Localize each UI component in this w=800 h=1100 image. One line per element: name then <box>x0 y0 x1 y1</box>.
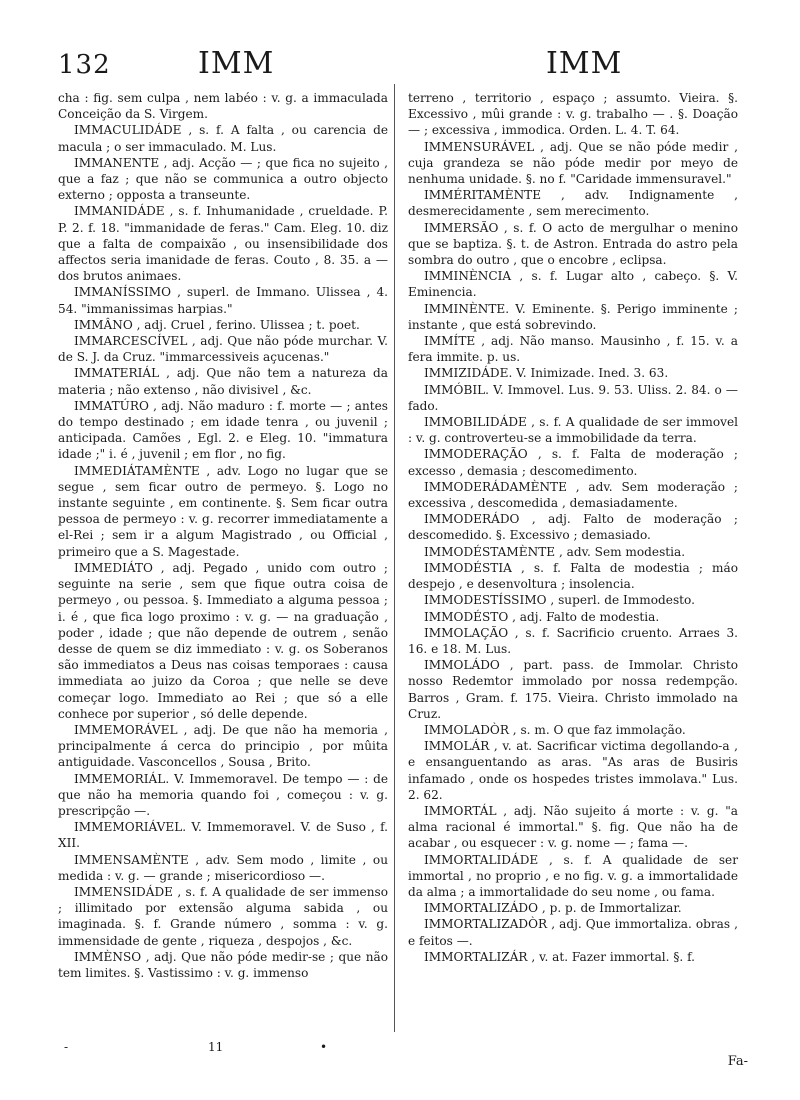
dictionary-entry: IMMORTALIDÁDE , s. f. A qualidade de ser immortal , no proprio , e no fig. v. g. a immortalidade da alma ; a immortalidade do seu nome , ou fama. <box>408 852 738 899</box>
dictionary-entry: IMMARCESCÍVEL , adj. Que não póde murchar. V. de S. J. da Cruz. "immarcessiveis açucenas." <box>58 334 388 365</box>
dictionary-entry: IMMOLÁR , v. at. Sacrificar victima degollando-a , e ensanguentando as aras. "As aras de Busiris infamado , onde os hospedes tristes immolava." Lus. 2. 62. <box>408 739 738 802</box>
dictionary-entry: IMMODÉSTAMÈNTE , adv. Sem modestia. <box>424 544 686 559</box>
page-number: 132 <box>58 50 111 80</box>
dictionary-entry: IMMODÉSTIA , s. f. Falta de modestia ; máo despejo , e desenvoltura ; insolencia. <box>408 560 738 592</box>
dictionary-entry: IMMATÚRO , adj. Não maduro : f. morte — ; antes do tempo destinado ; em idade tenra , ou juvenil ; anticipada. Camões , Egl. 2. e Eleg. 10. "immatura idade ;" i. é , juvenil ; em flor , no fig. <box>58 398 388 462</box>
right-column <box>408 90 738 965</box>
dictionary-entry: IMMODÉSTO , adj. Falto de modestia. <box>424 609 660 624</box>
dictionary-entry: IMMOLÁDO , part. pass. de Immolar. Christo nosso Redemtor immolado por nossa redempção. Barros , Gram. f. 175. Vieira. Christo immolado na Cruz. <box>408 658 738 721</box>
dictionary-entry: IMMORTALIZÁDO , p. p. de Immortalizar. <box>424 901 682 916</box>
dictionary-entry: IMMATERIÁL , adj. Que não tem a natureza da materia ; não extenso , não divisivel , &c. <box>58 366 388 397</box>
dictionary-entry: IMMENSIDÁDE , s. f. A qualidade de ser immenso ; illimitado por extensão alguma sabida , ou imaginada. §. f. Grande número , somma : v. g. immensidade de gente , riqueza , despojos , &c. <box>58 884 388 948</box>
catchword: Fa- <box>727 1054 748 1069</box>
dictionary-entry: IMMÈNSO , adj. Que não póde medir-se ; que não tem limites. §. Vastissimo : v. g. immenso <box>58 949 388 980</box>
dictionary-entry: IMMODERÁDAMÈNTE , adv. Sem moderação ; excessiva , descomedida , demasiadamente. <box>408 479 738 511</box>
dictionary-entry: IMMOBILIDÁDE , s. f. A qualidade de ser immovel : v. g. controverteu-se a immobilidade da terra. <box>408 415 738 446</box>
column-divider <box>394 84 395 1032</box>
dictionary-entry: IMMIZIDÁDE. V. Inimizade. Ined. 3. 63. <box>424 366 669 381</box>
dictionary-entry: IMMÂNO , adj. Cruel , ferino. Ulissea ; t. poet. <box>74 317 360 332</box>
dictionary-entry: IMMANENTE , adj. Acção — ; que fica no sujeito , que a faz ; que não se communica a outro objecto externo ; opposta a transeunte. <box>58 155 388 203</box>
dictionary-entry: IMMODESTÍSSIMO , superl. de Immodesto. <box>424 593 695 608</box>
dictionary-entry: IMMEMORÁVEL , adj. De que não ha memoria , principalmente á cerca do principio , por mûita antiguidade. Vasconcellos , Sousa , Brito. <box>58 722 388 770</box>
dictionary-entry: IMMEDIÁTO , adj. Pegado , unido com outro ; seguinte na serie , sem que fique outra coisa de permeyo , ou pessoa. §. Immediato a alguma pessoa ; i. é , que fica logo proximo : v. g. — na graduação , poder , idade ; que não depende de outrem , senão desse de quem se diz immediato : v. g. os Soberanos são immediatos a Deus nas coisas temporaes : causa immediata ao juizo da Coroa ; que nelle se deve começar logo. Immediato ao Rei ; que só a elle conhece por superior , só delle depende. <box>58 560 388 721</box>
running-head-left: IMM <box>198 46 275 81</box>
dictionary-entry: IMMEMORIÁVEL. V. Immemoravel. V. de Suso , f. XII. <box>58 820 388 851</box>
dictionary-entry: IMMORTALIZADÒR , adj. Que immortaliza. obras , e feitos —. <box>408 917 738 948</box>
dictionary-entry: IMMOLAÇÃO , s. f. Sacrificio cruento. Arraes 3. 16. e 18. M. Lus. <box>408 625 738 656</box>
dictionary-entry: IMMÍTE , adj. Não manso. Mausinho , f. 15. v. a fera immite. p. us. <box>408 334 738 365</box>
dictionary-entry: IMMEMORIÁL. V. Immemoravel. De tempo — : de que não ha memoria quando foi , começou : v. g. prescripção —. <box>58 771 388 818</box>
dictionary-entry: IMMEDIÁTAMÈNTE , adv. Logo no lugar que se segue , sem ficar outro de permeyo. §. Logo no instante seguinte , em continente. §. Sem ficar outra pessoa de permeyo : v. g. recorrer immediatamente a el-Rei ; sem ir a algum Magistrado , ou Official , primeiro que a S. Magestade. <box>58 463 388 559</box>
dictionary-entry: terreno , territorio , espaço ; assumto. Vieira. §. Excessivo , mûi grande : v. g. trabalho — . §. Doação — ; excessiva , immodica. Orden. L. 4. T. 64. <box>408 91 738 138</box>
dictionary-entry: cha : fig. sem culpa , nem labéo : v. g. a immaculada Conceição da S. Virgem. <box>58 91 388 122</box>
dictionary-entry: IMMORTÁL , adj. Não sujeito á morte : v. g. "a alma racional é immortal." §. fig. Que não ha de acabar , ou esquecer : v. g. nome — ; fama —. <box>408 803 738 851</box>
footer-dot: • <box>320 1040 328 1054</box>
dictionary-entry: IMMENSURÁVEL , adj. Que se não póde medir , cuja grandeza se não póde medir por meyo de nenhuma unidade. §. no f. "Caridade immensuravel." <box>408 139 738 187</box>
footer-mark: - <box>64 1040 69 1054</box>
dictionary-entry: IMMINÈNTE. V. Eminente. §. Perigo imminente ; instante , que está sobrevindo. <box>408 301 738 332</box>
dictionary-entry: IMMÉRITAMÈNTE , adv. Indignamente , desmerecidamente , sem merecimento. <box>408 188 738 219</box>
dictionary-entry: IMMOLADÒR , s. m. O que faz immolação. <box>424 722 686 737</box>
running-head-right: IMM <box>546 46 623 81</box>
dictionary-entry: IMMÓBIL. V. Immovel. Lus. 9. 53. Uliss. 2. 84. o — fado. <box>408 382 738 413</box>
dictionary-entry: IMMANIDÁDE , s. f. Inhumanidade , crueldade. P. P. 2. f. 18. "immanidade de feras." Cam. Eleg. 10. diz que a falta de compaixão , ou insensibilidade dos affectos seria imanidade de feras. Couto , 8. 35. a — dos brutos animaes. <box>58 204 388 284</box>
dictionary-entry: IMMINÈNCIA , s. f. Lugar alto , cabeço. §. V. Eminencia. <box>408 269 738 300</box>
dictionary-entry: IMMERSÃO , s. f. O acto de mergulhar o menino que se baptiza. §. t. de Astron. Entrada do astro pela sombra do outro , que o encobre , eclipsa. <box>408 220 738 268</box>
dictionary-entry: IMMORTALIZÁR , v. at. Fazer immortal. §. f. <box>424 949 695 964</box>
page-footer <box>58 1036 748 1076</box>
page-header <box>58 42 748 82</box>
signature-mark: 11 <box>208 1040 224 1054</box>
dictionary-entry: IMMANÍSSIMO , superl. de Immano. Ulissea , 4. 54. "immanissimas harpias." <box>58 285 388 316</box>
dictionary-entry: IMMENSAMÈNTE , adv. Sem modo , limite , ou medida : v. g. — grande ; misericordioso —. <box>58 852 388 883</box>
left-column <box>58 90 388 981</box>
dictionary-entry: IMMODERAÇÃO , s. f. Falta de moderação ; excesso , demasia ; descomedimento. <box>408 447 738 478</box>
dictionary-entry: IMMACULIDÁDE , s. f. A falta , ou carencia de macula ; o ser immaculado. M. Lus. <box>58 123 388 154</box>
dictionary-entry: IMMODERÁDO , adj. Falto de moderação ; descomedido. §. Excessivo ; demasiado. <box>408 512 738 543</box>
